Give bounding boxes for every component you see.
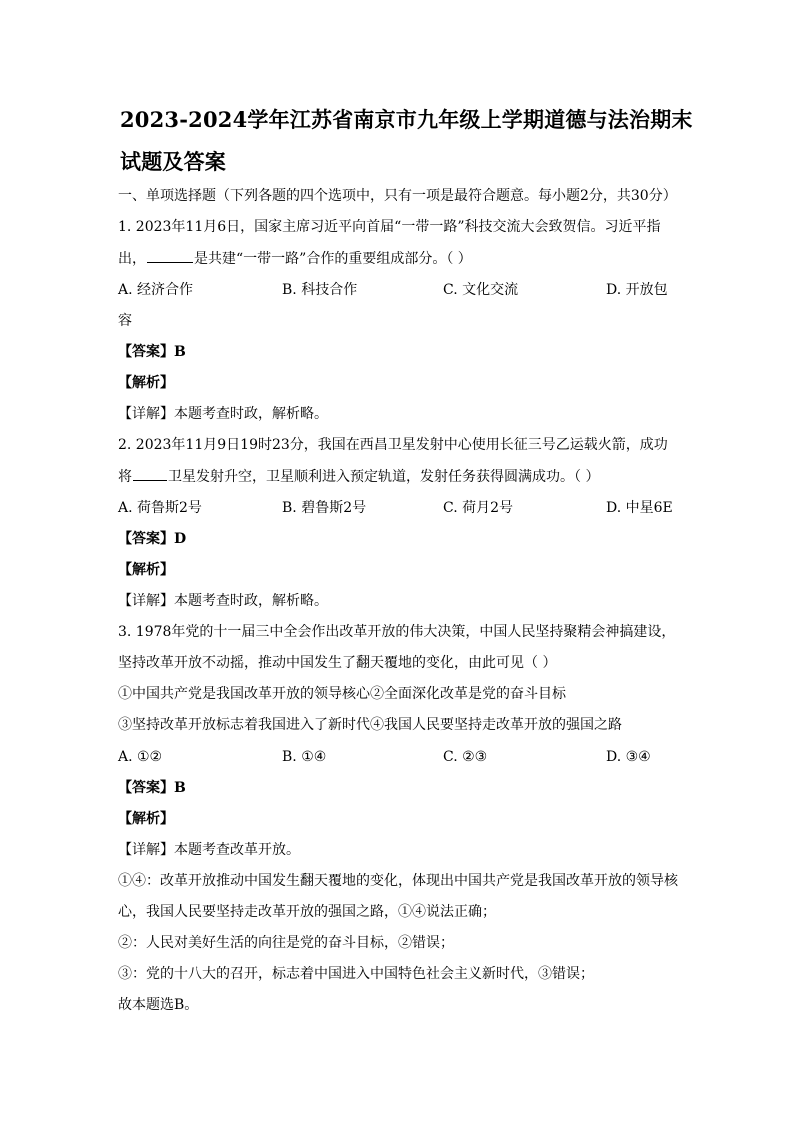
q3-option-c: C. ②③ bbox=[443, 749, 488, 765]
q2-stem-post: 卫星发射升空，卫星顺利进入预定轨道，发射任务获得圆满成功。（ ） bbox=[168, 469, 600, 485]
page-title-line2: 试题及答案 bbox=[120, 149, 226, 174]
q3-analysis: 【解析】 bbox=[118, 811, 174, 827]
q1-option-b: B. 科技合作 bbox=[282, 282, 358, 298]
q1-analysis: 【解析】 bbox=[118, 375, 174, 391]
q1-stem-line1: 1. 2023年11月6日，国家主席习近平向首届“一带一路”科技交流大会致贺信。习近平指 bbox=[118, 219, 661, 235]
q1-answer: 【答案】B bbox=[118, 344, 186, 360]
q3-stem-line2: 坚持改革开放不动摇，推动中国发生了翻天覆地的变化，由此可见（ ） bbox=[118, 655, 557, 671]
q1-stem-line2 bbox=[118, 248, 472, 269]
q3-explanation-1: ①④：改革开放推动中国发生翻天覆地的变化，体现出中国共产党是我国改革开放的领导核 bbox=[118, 873, 678, 889]
q1-option-a: A. 经济合作 bbox=[118, 282, 194, 298]
q1-stem-pre: 出， bbox=[118, 251, 146, 267]
q3-explanation-4: ③：党的十八大的召开，标志着中国进入中国特色社会主义新时代，③错误； bbox=[118, 966, 594, 982]
q2-option-c: C. 荷月2号 bbox=[443, 500, 514, 516]
section-heading: 一、单项选择题（下列各题的四个选项中，只有一项是最符合题意。每小题2分，共30分） bbox=[118, 188, 677, 204]
q2-stem-line2 bbox=[118, 466, 599, 487]
q1-option-c: C. 文化交流 bbox=[443, 282, 519, 298]
q3-stem-line1: 3. 1978年党的十一届三中全会作出改革开放的伟大决策，中国人民坚持聚精会神搞建设， bbox=[118, 624, 676, 640]
q2-option-d: D. 中星6E bbox=[606, 500, 673, 516]
q3-explanation-3: ②：人民对美好生活的向往是党的奋斗目标，②错误； bbox=[118, 935, 454, 951]
q2-option-b: B. 碧鲁斯2号 bbox=[282, 500, 367, 516]
q2-stem-pre: 将 bbox=[118, 469, 132, 485]
q3-conclusion: 故本题选B。 bbox=[118, 997, 199, 1013]
q2-stem-line1: 2. 2023年11月9日19时23分，我国在西昌卫星发射中心使用长征三号乙运载火箭，成功 bbox=[118, 437, 668, 453]
q3-answer: 【答案】B bbox=[118, 780, 186, 796]
q3-option-a: A. ①② bbox=[118, 749, 163, 765]
q2-blank bbox=[133, 466, 167, 481]
q2-analysis: 【解析】 bbox=[118, 562, 174, 578]
q3-statements-1: ①中国共产党是我国改革开放的领导核心②全面深化改革是党的奋斗目标 bbox=[118, 686, 566, 702]
page-title-line1: 2023-2024学年江苏省南京市九年级上学期道德与法治期末 bbox=[120, 107, 693, 132]
q1-blank bbox=[147, 248, 193, 263]
q3-statements-2: ③坚持改革开放标志着我国进入了新时代④我国人民要坚持走改革开放的强国之路 bbox=[118, 717, 622, 733]
q1-stem-post: 是共建“一带一路”合作的重要组成部分。（ ） bbox=[194, 251, 472, 267]
q2-detail: 【详解】本题考查时政，解析略。 bbox=[118, 593, 328, 609]
q3-explanation-2: 心，我国人民要坚持走改革开放的强国之路，①④说法正确； bbox=[118, 904, 496, 920]
q3-option-d: D. ③④ bbox=[606, 749, 651, 765]
q2-option-a: A. 荷鲁斯2号 bbox=[118, 500, 202, 516]
q1-option-d-wrap: 容 bbox=[118, 313, 132, 329]
q1-option-d: D. 开放包 bbox=[606, 282, 668, 298]
q2-answer: 【答案】D bbox=[118, 531, 187, 547]
q1-detail: 【详解】本题考查时政，解析略。 bbox=[118, 406, 328, 422]
q3-option-b: B. ①④ bbox=[282, 749, 327, 765]
q3-detail: 【详解】本题考查改革开放。 bbox=[118, 842, 300, 858]
